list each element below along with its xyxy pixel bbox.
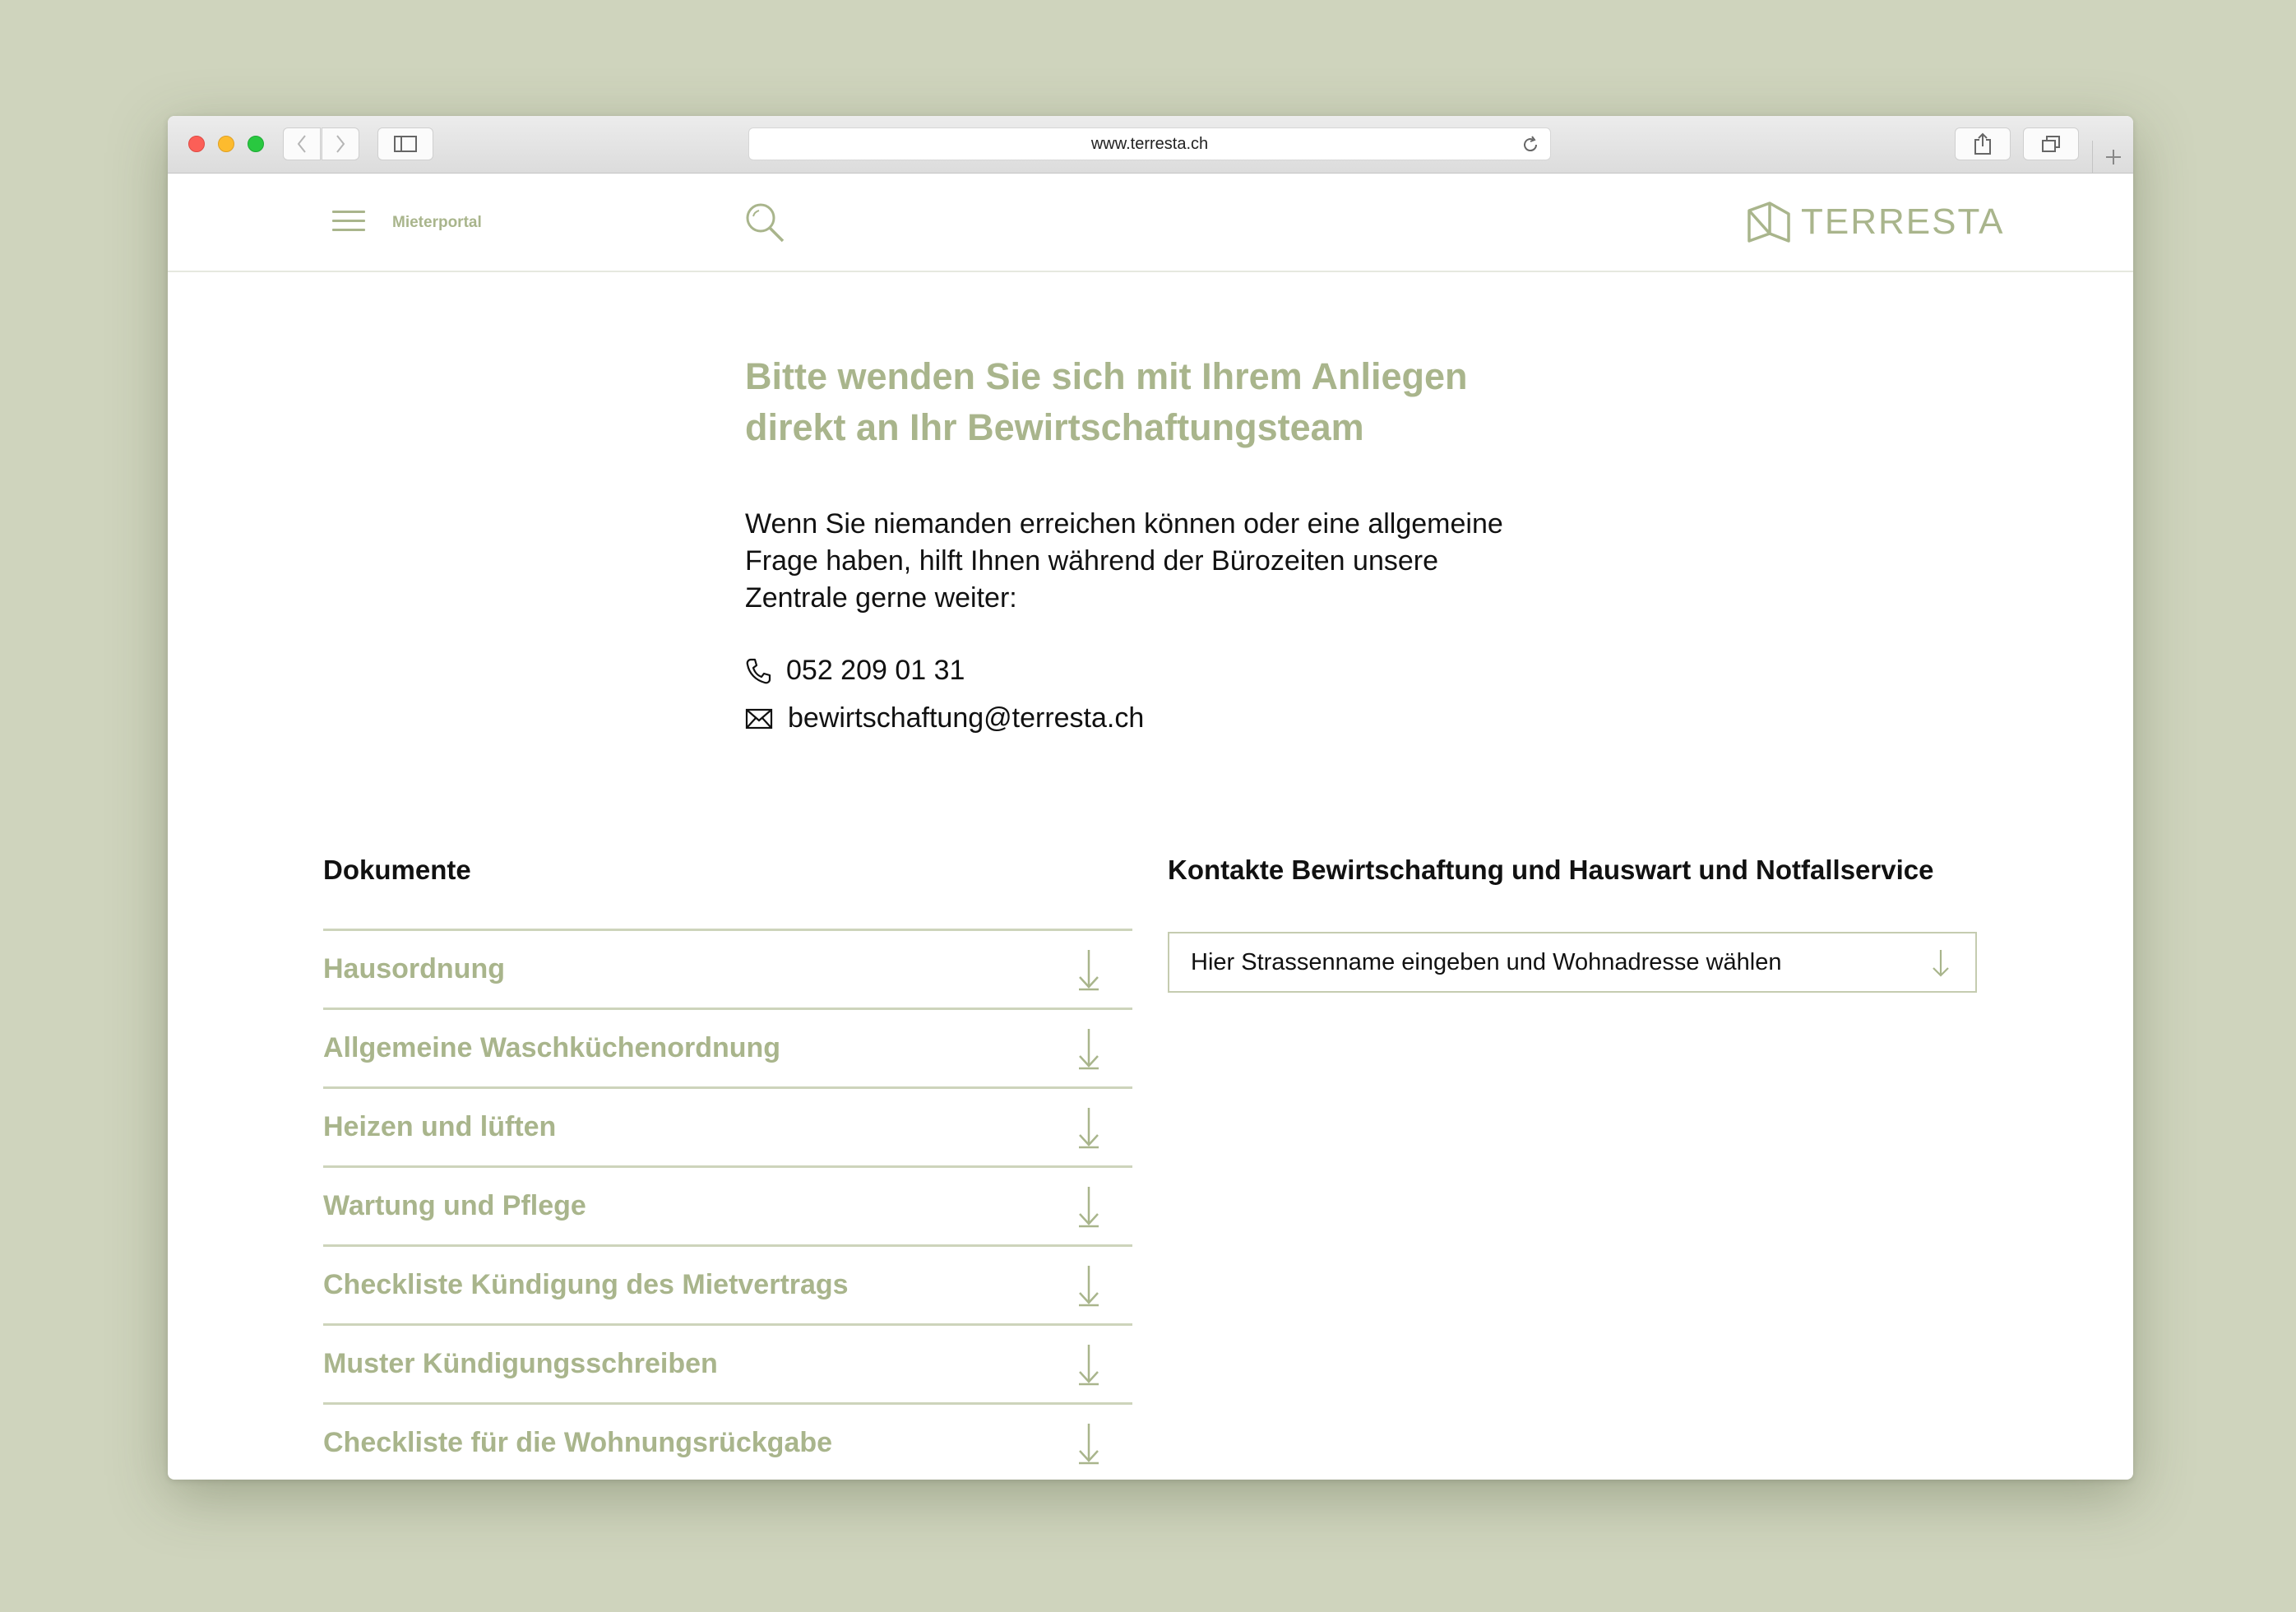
terresta-logo[interactable]: [1747, 201, 2004, 243]
document-label: Wartung und Pflege: [323, 1190, 586, 1221]
download-icon[interactable]: [1076, 1264, 1101, 1307]
forward-button[interactable]: [322, 127, 359, 160]
document-item-wohnungsrueckgabe[interactable]: [323, 1405, 1132, 1480]
back-button[interactable]: [283, 127, 321, 160]
intro-text-line1: Wenn Sie niemanden erreichen können oder eine allgemeine: [745, 508, 1503, 540]
download-icon[interactable]: [1076, 1106, 1101, 1149]
logo-house-icon: [1747, 201, 1791, 243]
search-icon[interactable]: [743, 201, 788, 245]
address-select-placeholder: Hier Strassenname eingeben und Wohnadresse wählen: [1191, 948, 1782, 975]
documents-list: [323, 929, 1132, 1480]
arrow-down-icon: [1931, 948, 1951, 978]
logo-text: TERRESTA: [1801, 202, 2005, 242]
url-text: www.terresta.ch: [1090, 134, 1209, 153]
documents-title: Dokumente: [323, 855, 471, 885]
intro-text-line3: Zentrale gerne weiter:: [745, 582, 1017, 614]
minimize-window-button[interactable]: [218, 136, 234, 152]
chevron-right-icon: [335, 134, 346, 154]
intro-heading-line1: Bitte wenden Sie sich mit Ihrem Anliegen: [745, 355, 1468, 397]
download-icon[interactable]: [1076, 1343, 1101, 1386]
address-bar[interactable]: [748, 127, 1551, 160]
mieterportal-label[interactable]: Mieterportal: [392, 214, 482, 231]
chevron-left-icon: [296, 134, 308, 154]
document-item-heizen-lueften[interactable]: [323, 1089, 1132, 1168]
contact-email[interactable]: [745, 702, 1144, 734]
sidebar-toggle-button[interactable]: [377, 127, 433, 160]
intro-heading-line2: direkt an Ihr Bewirtschaftungsteam: [745, 406, 1364, 448]
document-item-waschkuechenordnung[interactable]: [323, 1010, 1132, 1089]
close-window-button[interactable]: [188, 136, 205, 152]
mail-icon: [745, 708, 773, 730]
phone-icon: [745, 657, 771, 685]
intro-heading: [745, 351, 1650, 453]
document-item-muster-kuendigungsschreiben[interactable]: [323, 1326, 1132, 1405]
zoom-window-button[interactable]: [248, 136, 264, 152]
tabs-icon: [2041, 135, 2061, 153]
tab-overview-button[interactable]: [2023, 127, 2079, 160]
reload-icon[interactable]: [1521, 135, 1540, 155]
browser-window: [168, 116, 2133, 1480]
document-item-hausordnung[interactable]: [323, 931, 1132, 1010]
document-item-wartung-pflege[interactable]: [323, 1168, 1132, 1247]
browser-toolbar: [168, 116, 2133, 174]
menu-icon[interactable]: [332, 211, 365, 235]
document-label: Checkliste für die Wohnungsrückgabe: [323, 1427, 833, 1458]
download-icon[interactable]: [1076, 948, 1101, 991]
document-item-checkliste-kuendigung[interactable]: [323, 1247, 1132, 1326]
share-icon: [1974, 132, 1992, 155]
download-icon[interactable]: [1076, 1027, 1101, 1070]
document-label: Heizen und lüften: [323, 1111, 557, 1142]
document-label: Muster Kündigungsschreiben: [323, 1348, 718, 1379]
new-tab-button[interactable]: [2092, 141, 2133, 174]
intro-text-line2: Frage haben, hilft Ihnen während der Bürozeiten unsere: [745, 545, 1438, 577]
sidebar-icon: [394, 136, 417, 152]
contacts-title: Kontakte Bewirtschaftung und Hauswart und Notfallservice: [1168, 855, 1934, 885]
document-label: Allgemeine Waschküchenordnung: [323, 1032, 781, 1063]
intro-text: [745, 506, 1633, 617]
download-icon[interactable]: [1076, 1185, 1101, 1228]
site-header: [168, 174, 2133, 272]
document-label: Hausordnung: [323, 953, 505, 984]
plus-icon: [2104, 148, 2122, 166]
download-icon[interactable]: [1076, 1422, 1101, 1465]
contact-phone[interactable]: [745, 655, 965, 687]
phone-number: 052 209 01 31: [786, 655, 965, 686]
document-label: Checkliste Kündigung des Mietvertrags: [323, 1269, 849, 1300]
email-address: bewirtschaftung@terresta.ch: [788, 702, 1145, 734]
share-button[interactable]: [1955, 127, 2011, 160]
address-select[interactable]: [1168, 932, 1977, 993]
